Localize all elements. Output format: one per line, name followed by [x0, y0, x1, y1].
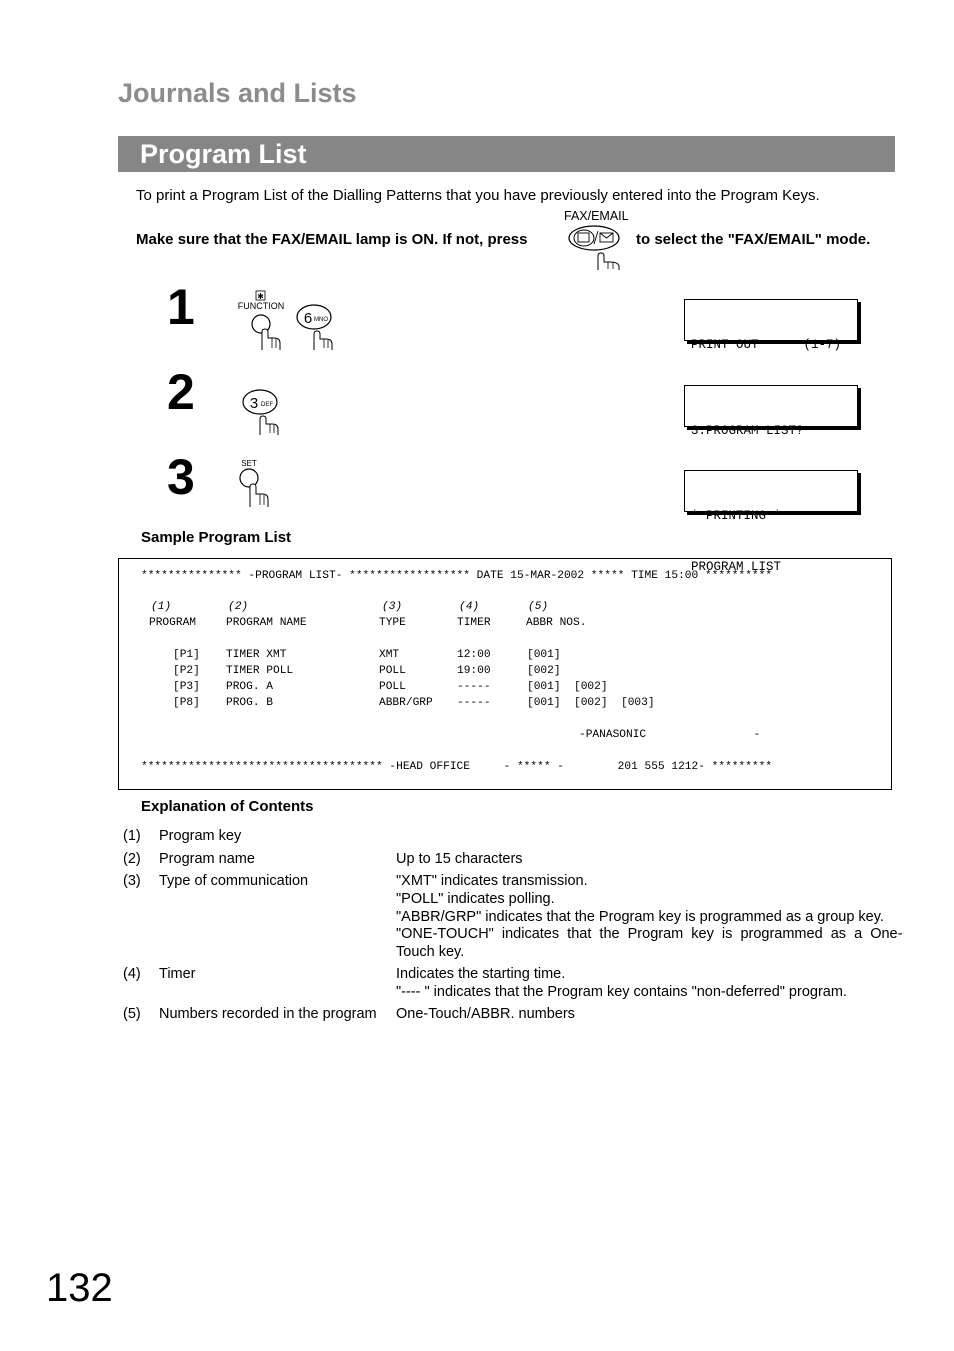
item-number: (5) — [123, 1006, 141, 1022]
row-timer: ----- — [457, 697, 491, 709]
item-desc: Touch key. — [396, 944, 465, 960]
step-number: 1 — [167, 279, 195, 335]
item-label: Program name — [159, 851, 255, 867]
row-key: [P1] — [173, 649, 200, 661]
row-nos: [001] [002] [003] — [527, 697, 655, 709]
item-desc: Indicates the starting time. — [396, 966, 566, 982]
col-number: (2) — [228, 601, 249, 613]
key-3-label: 3 — [249, 395, 259, 412]
row-key: [P3] — [173, 681, 200, 693]
explanation-heading: Explanation of Contents — [141, 798, 314, 815]
item-number: (1) — [123, 828, 141, 844]
row-name: PROG. A — [226, 681, 273, 693]
row-key: [P2] — [173, 665, 200, 677]
item-number: (2) — [123, 851, 141, 867]
step-number: 3 — [167, 449, 195, 505]
key-6-label: 6 — [303, 310, 313, 327]
item-label: Type of communication — [159, 873, 309, 889]
item-desc: "---- " indicates that the Program key contains "non-deferred" program. — [396, 984, 847, 1000]
col-header: ABBR NOS. — [526, 617, 587, 629]
svg-text:✱: ✱ — [257, 292, 264, 301]
row-type: POLL — [379, 665, 406, 677]
row-timer: 19:00 — [457, 665, 491, 677]
intro-text: To print a Program List of the Dialling Patterns that you have previously entered into the Program Keys. — [136, 187, 820, 204]
row-type: XMT — [379, 649, 400, 661]
row-nos: [001] — [527, 649, 561, 661]
col-number: (3) — [382, 601, 403, 613]
sample-header-line: *************** -PROGRAM LIST- ****************** DATE 15-MAR-2002 ***** TIME 15:00 ********** — [141, 570, 773, 582]
row-timer: 12:00 — [457, 649, 491, 661]
footer-name-line: -PANASONIC - — [579, 729, 761, 741]
key-3-sub: DEF — [261, 402, 273, 408]
lcd-line: PRINT OUT (1-7) — [691, 338, 842, 352]
item-label: Timer — [159, 966, 196, 982]
row-name: TIMER XMT — [226, 649, 287, 661]
sample-heading: Sample Program List — [141, 529, 292, 546]
col-header: PROGRAM — [149, 617, 196, 629]
lcd-line: * PRINTING * — [691, 509, 782, 523]
fax-email-key-label: FAX/EMAIL — [564, 209, 629, 223]
item-desc: Up to 15 characters — [396, 851, 523, 867]
note-text-before: Make sure that the FAX/EMAIL lamp is ON. If not, press — [136, 231, 528, 248]
lcd-line: PROGRAM LIST — [691, 560, 782, 574]
item-label: Program key — [159, 828, 242, 844]
col-number: (1) — [151, 601, 172, 613]
item-number: (4) — [123, 966, 141, 982]
page-number: 132 — [46, 1266, 113, 1310]
row-nos: [001] [002] — [527, 681, 608, 693]
item-number: (3) — [123, 873, 141, 889]
note-text-after: to select the "FAX/EMAIL" mode. — [636, 231, 871, 248]
item-desc: "ONE-TOUCH" indicates that the Program key is programmed as a One- — [396, 926, 903, 942]
function-key-label: FUNCTION — [237, 301, 285, 311]
row-type: POLL — [379, 681, 406, 693]
lcd-line: 3:PROGRAM LIST? — [691, 424, 804, 438]
step-number: 2 — [167, 364, 195, 420]
footer-line: ************************************ -HEAD OFFICE - ***** - 201 555 1212- ********* — [141, 761, 773, 773]
section-title: Journals and Lists — [118, 78, 357, 108]
col-header: TYPE — [379, 617, 406, 629]
row-name: PROG. B — [226, 697, 273, 709]
item-desc: "POLL" indicates polling. — [396, 891, 555, 907]
item-label: Numbers recorded in the program — [159, 1006, 377, 1022]
col-number: (4) — [459, 601, 480, 613]
key-6-sub: MNO — [314, 317, 328, 323]
item-desc: "XMT" indicates transmission. — [396, 873, 588, 889]
item-desc: One-Touch/ABBR. numbers — [396, 1006, 575, 1022]
item-desc: "ABBR/GRP" indicates that the Program key is programmed as a group key. — [396, 909, 884, 925]
col-header: PROGRAM NAME — [226, 617, 307, 629]
row-key: [P8] — [173, 697, 200, 709]
page-title: Program List — [140, 139, 307, 169]
row-timer: ----- — [457, 681, 491, 693]
row-name: TIMER POLL — [226, 665, 294, 677]
set-key-label: SET — [241, 459, 257, 468]
row-nos: [002] — [527, 665, 561, 677]
col-header: TIMER — [457, 617, 491, 629]
col-number: (5) — [528, 601, 549, 613]
row-type: ABBR/GRP — [379, 697, 433, 709]
